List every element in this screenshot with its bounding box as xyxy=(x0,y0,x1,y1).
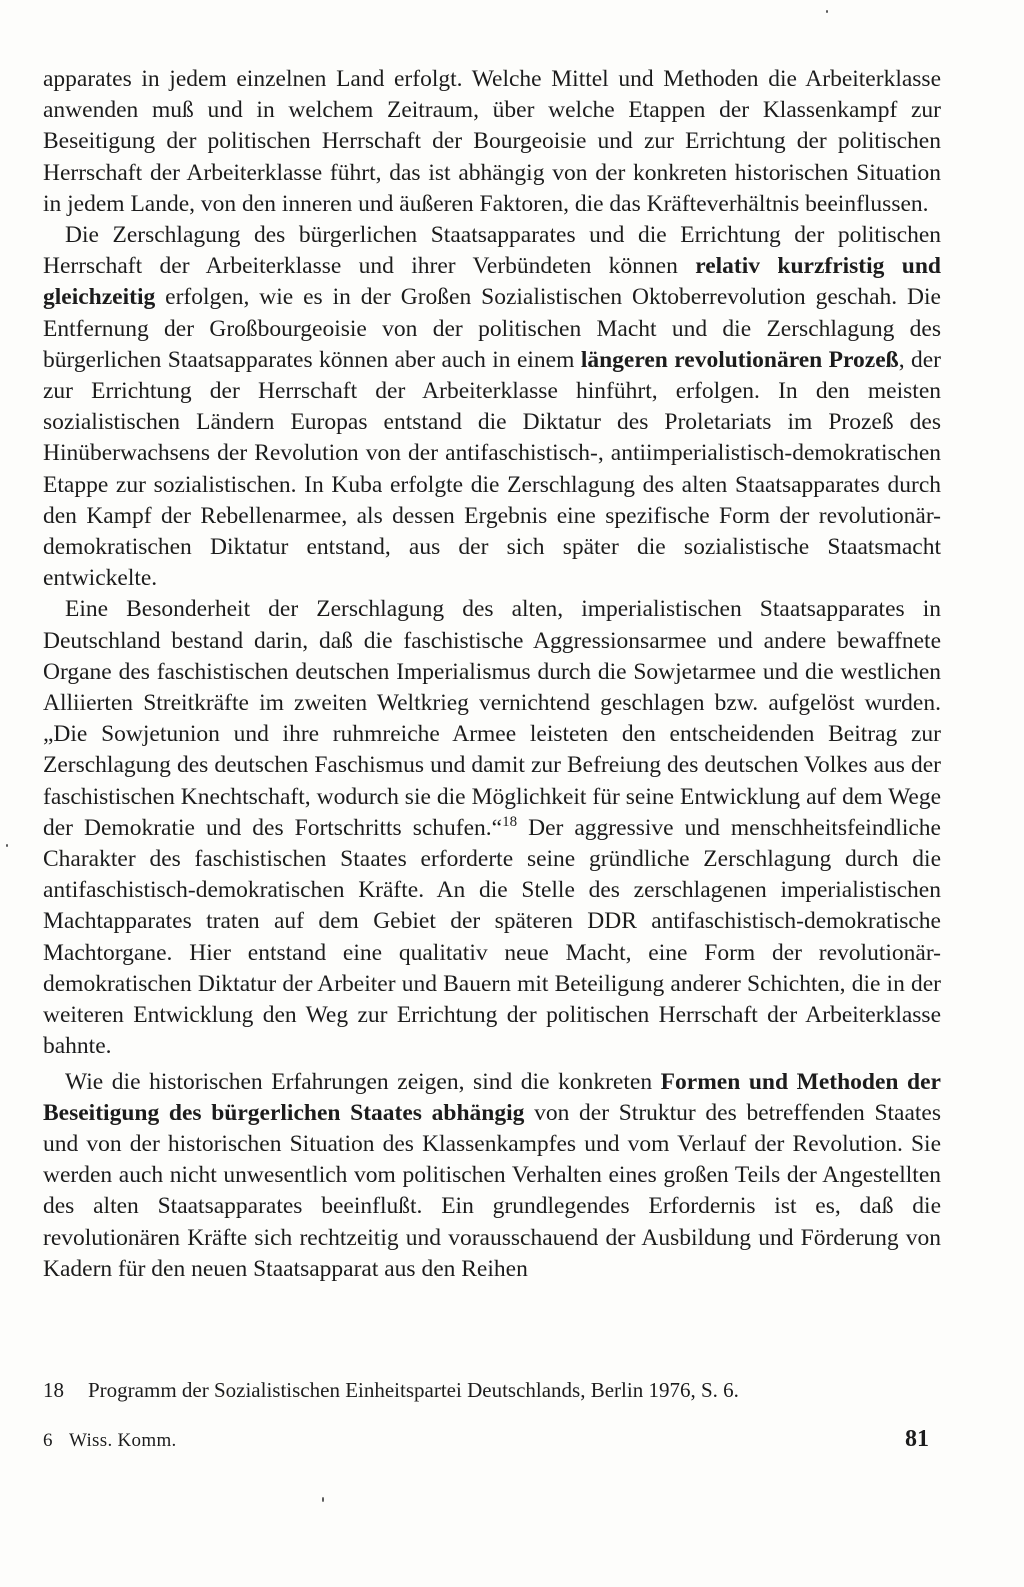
emphasized-text: längeren revolutionären Prozeß xyxy=(580,346,899,373)
footnote-text: Programm der Sozialistischen Einheitspartei Deutschlands, Berlin 1976, S. 6. xyxy=(88,1378,739,1402)
footnote-reference: 18 xyxy=(502,814,518,831)
footnote xyxy=(43,1376,941,1404)
page-number: 81 xyxy=(905,1426,929,1452)
text-run: Eine Besonderheit der Zerschlagung des alten, imperialistischen Staatsapparates in Deutschland bestand darin, daß die faschistische Aggressionsarmee und andere bewaffnete Organe des faschistischen deutschen Imperialismus durch die Sowjetarmee und die westlichen Alliierten Streitkräfte im zweiten Weltkrieg vernichtend geschlagen bzw. aufgelöst wurden. „Die Sowjetunion und ihre ruhmreiche Armee leisteten den entscheidenden Beitrag zur Zerschlagung des deutschen Faschismus und damit zur Befreiung des deutschen Volkes aus der faschistischen Knechtschaft, wodurch sie die Möglichkeit für seine Entwicklung auf dem Wege der Demokratie und des Fortschritts schufen.“ xyxy=(43,596,941,841)
paragraph xyxy=(43,594,941,1062)
scan-speck xyxy=(826,10,828,13)
paragraph xyxy=(43,220,941,594)
paragraph xyxy=(43,64,941,220)
signature-text: Wiss. Komm. xyxy=(69,1430,177,1451)
text-run: von der Struktur des betreffenden Staates und von der historischen Situation des Klassenkampfes und vom Verlauf der Revolution. Sie werden auch nicht unwesentlich vom politischen Verhalten eines großen Teils der Angestellten des alten Staatsapparates beeinflußt. Ein grundlegendes Erfordernis ist es, daß die revolutionären Kräfte sich rechtzeitig und vorausschauend der Ausbildung und Förderung von Kadern für den neuen Staatsapparat aus den Reihen xyxy=(43,1099,942,1282)
text-run: Die Zerschlagung des bürgerlichen Staatsapparates und die Errichtung der politischen Herrschaft der Arbeiterklasse und ihrer Verbündeten können xyxy=(43,222,941,280)
text-run: Der aggressive und menschheitsfeindliche Charakter des faschistischen Staates erforderte seine gründliche Zerschlagung durch die antifaschistisch-demokratischen Kräfte. An die Stelle des zerschlagenen imperialistischen Machtapparates traten auf dem Gebiet der späteren DDR antifaschistisch-demokratische Machtorgane. Hier entstand eine qualitativ neue Macht, eine Form der revolutionär-demokratischen Diktatur der Arbeiter und Bauern mit Beteiligung anderer Schichten, die in der weiteren Entwicklung den Weg zur Errichtung der politischen Herrschaft der Arbeiterklasse bahnte. xyxy=(43,814,941,1060)
footnote-number: 18 xyxy=(43,1378,64,1402)
text-run: Wie die historischen Erfahrungen zeigen, sind die konkreten xyxy=(65,1068,661,1095)
emphasized-text: Formen und Methoden der Beseitigung des bürgerlichen Staates abhängig xyxy=(43,1068,941,1126)
page-footer xyxy=(43,1426,941,1460)
scan-speck xyxy=(6,844,8,847)
signature-number: 6 xyxy=(43,1430,53,1451)
printer-signature xyxy=(43,1430,177,1452)
emphasized-text: relativ kurzfristig und gleichzeitig xyxy=(43,253,941,311)
body-text xyxy=(43,64,941,1285)
text-run: apparates in jedem einzelnen Land erfolgt. Welche Mittel und Methoden die Arbeiterklasse anwenden muß und in welchem Zeitraum, über welche Etappen der Klassenkampf zur Beseitigung der politischen Herrschaft der Bourgeoisie und zur Errichtung der politischen Herrschaft der Arbeiterklasse führt, das ist abhängig von der konkreten historischen Situation in jedem Lande, von den inneren und äußeren Faktoren, die das Kräfteverhältnis beeinflussen. xyxy=(43,66,941,217)
text-run: , der zur Errichtung der Herrschaft der Arbeiterklasse hinführt, erfolgen. In den meisten sozialistischen Ländern Europas entstand die Diktatur des Proletariats im Prozeß des Hinüberwachsens der Revolution von der antifaschistisch-, antiimperialistisch-demokratischen Etappe zur sozialistischen. In Kuba erfolgte die Zerschlagung des alten Staatsapparates durch den Kampf der Rebellenarmee, als dessen Ergebnis eine spezifische Form der revolutionär-demokratischen Diktatur entstand, aus der sich später die sozialistische Staatsmacht entwickelte. xyxy=(43,346,942,592)
scan-speck xyxy=(322,1497,324,1502)
paragraph xyxy=(43,1067,941,1285)
text-run: erfolgen, wie es in der Großen Sozialistischen Oktoberrevolution geschah. Die Entfernung der Großbourgeoisie von der politischen Macht und die Zerschlagung des bürgerlichen Staatsapparates können aber auch in einem xyxy=(43,284,941,373)
